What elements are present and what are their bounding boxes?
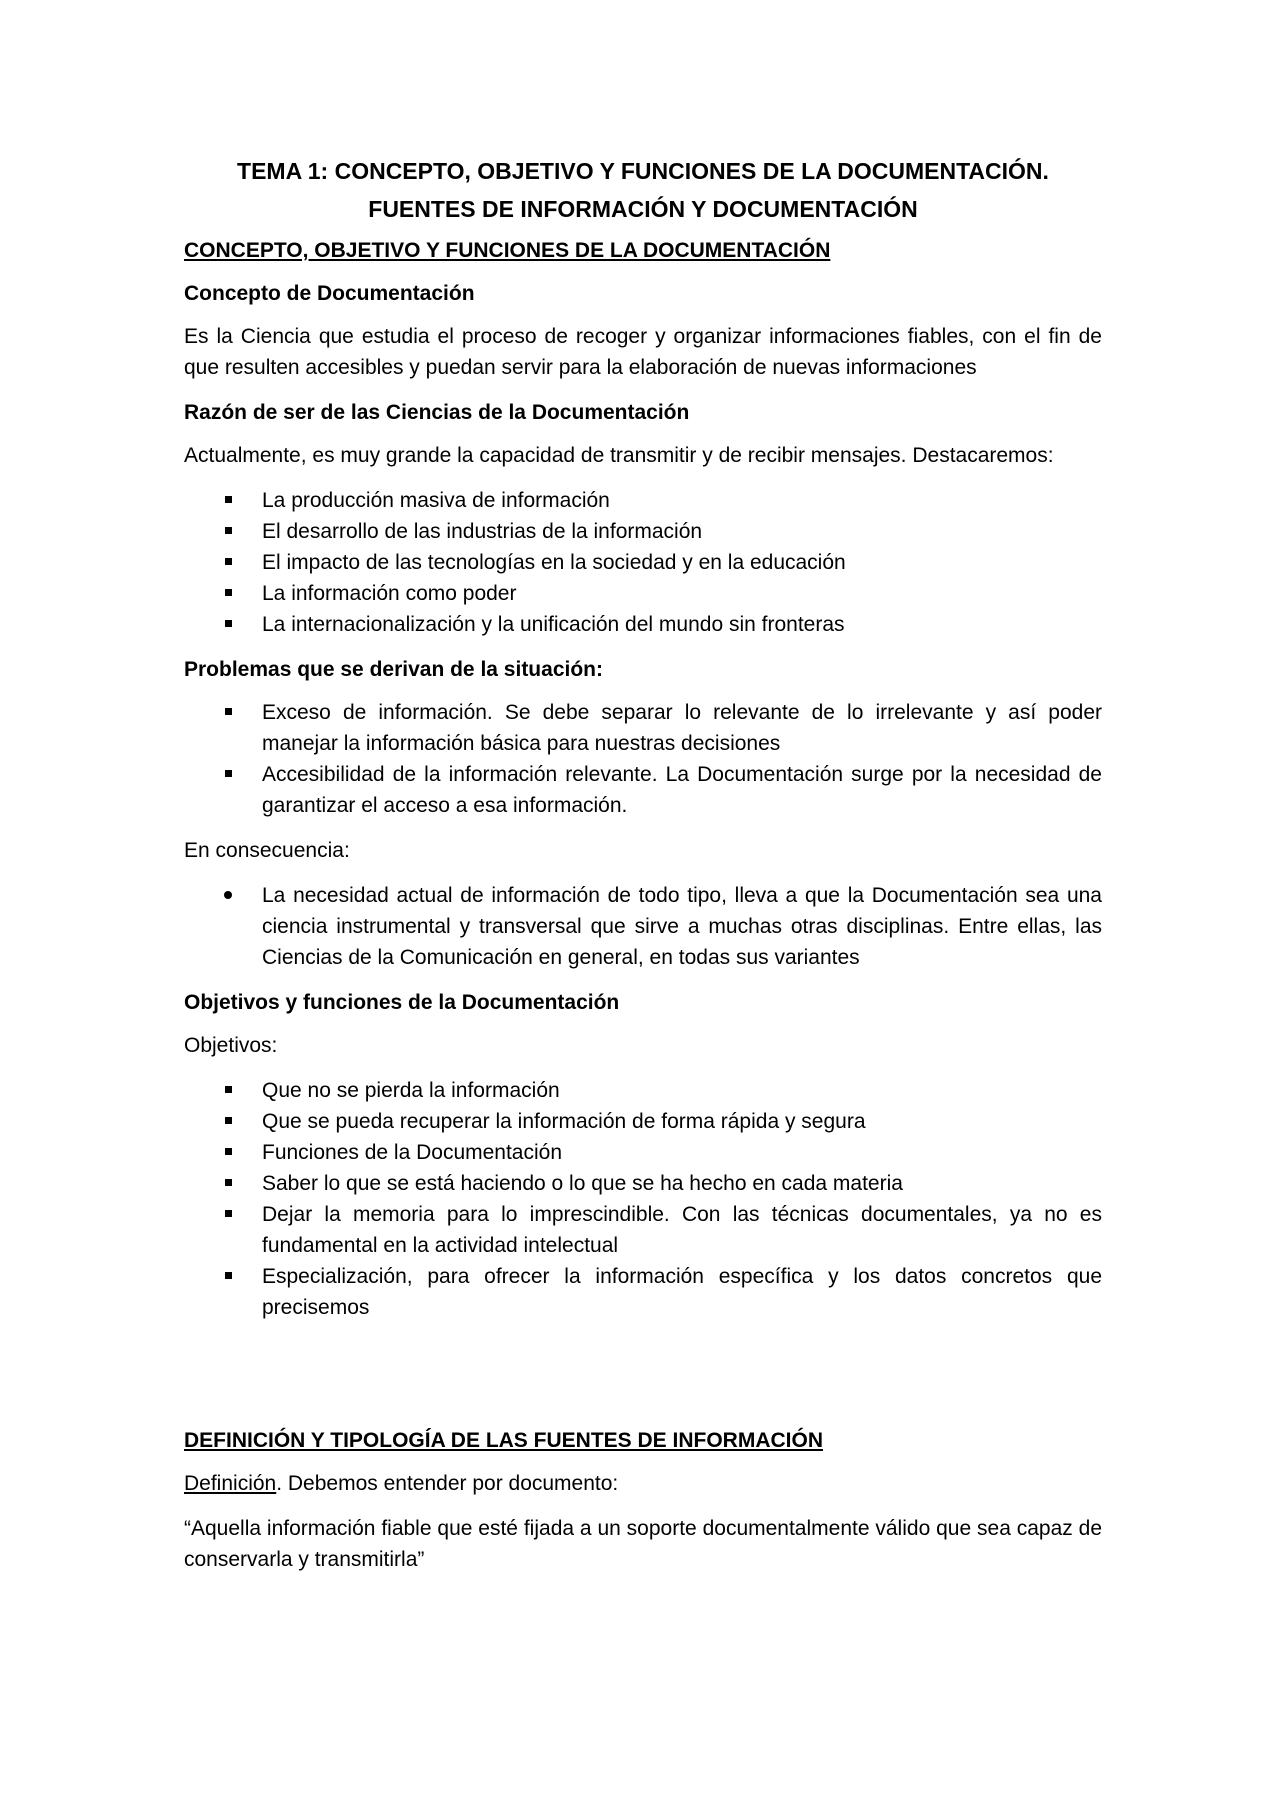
list-item (184, 759, 1102, 821)
objetivos-heading: Objetivos y funciones de la Documentación (184, 991, 620, 1014)
consecuencia-paragraph: En consecuencia: (184, 839, 350, 862)
consecuencia-list (184, 880, 1102, 973)
list-item (184, 547, 1102, 578)
round-bullet-icon (224, 891, 232, 899)
list-item-text: Especialización, para ofrecer la información específica y los datos concretos que precisemos (262, 1265, 1102, 1319)
square-bullet-icon (225, 708, 232, 715)
list-item (184, 1137, 1102, 1168)
square-bullet-icon (225, 1117, 232, 1124)
list-item-text: Exceso de información. Se debe separar lo relevante de lo irrelevante y así poder manejar la información básica para nuestras decisiones (262, 701, 1102, 755)
list-item (184, 1168, 1102, 1199)
square-bullet-icon (225, 1179, 232, 1186)
list-item (184, 578, 1102, 609)
definicion-paragraph (184, 1468, 1102, 1499)
square-bullet-icon (225, 558, 232, 565)
list-item-text: Que se pueda recuperar la información de forma rápida y segura (262, 1110, 866, 1133)
razon-heading: Razón de ser de las Ciencias de la Documentación (184, 401, 690, 424)
list-item-text: La necesidad actual de información de todo tipo, lleva a que la Documentación sea una ciencia instrumental y transversal que sirve a muchas otras disciplinas. Entre ellas, las Ciencias de la Comunicación en general, en todas sus variantes (262, 884, 1102, 969)
list-item (184, 516, 1102, 547)
list-item-text: El desarrollo de las industrias de la información (262, 520, 703, 543)
definicion-label: Definición (184, 1472, 277, 1495)
problemas-heading: Problemas que se derivan de la situación: (184, 658, 603, 681)
objetivos-list (184, 1075, 1102, 1323)
list-item-text: La producción masiva de información (262, 489, 610, 512)
definicion-text: . Debemos entender por documento: (276, 1472, 619, 1495)
concepto-heading: Concepto de Documentación (184, 282, 475, 305)
square-bullet-icon (225, 1086, 232, 1093)
list-item-text: La información como poder (262, 582, 517, 605)
title-line-2: FUENTES DE INFORMACIÓN Y DOCUMENTACIÓN (368, 196, 918, 222)
page-content (184, 152, 1102, 1589)
section-heading-definicion: DEFINICIÓN Y TIPOLOGÍA DE LAS FUENTES DE INFORMACIÓN (184, 1429, 823, 1452)
definicion-quote: “Aquella información fiable que esté fijada a un soporte documentalmente válido que sea capaz de conservarla y transmitirla” (184, 1517, 1102, 1571)
square-bullet-icon (225, 589, 232, 596)
square-bullet-icon (225, 620, 232, 627)
list-item-text: Saber lo que se está haciendo o lo que se ha hecho en cada materia (262, 1172, 903, 1195)
list-item (184, 485, 1102, 516)
list-item (184, 1075, 1102, 1106)
list-item-text: Dejar la memoria para lo imprescindible. Con las técnicas documentales, ya no es fundamental en la actividad intelectual (262, 1203, 1102, 1257)
square-bullet-icon (225, 496, 232, 503)
concepto-paragraph: Es la Ciencia que estudia el proceso de recoger y organizar informaciones fiables, con el fin de que resulten accesibles y puedan servir para la elaboración de nuevas informaciones (184, 325, 1102, 379)
section-heading-concepto: CONCEPTO, OBJETIVO Y FUNCIONES DE LA DOCUMENTACIÓN (184, 239, 831, 262)
list-item-text: Que no se pierda la información (262, 1079, 560, 1102)
objetivos-label: Objetivos: (184, 1034, 278, 1057)
list-item (184, 697, 1102, 759)
list-item (184, 609, 1102, 640)
square-bullet-icon (225, 1272, 232, 1279)
list-item (184, 1106, 1102, 1137)
problemas-list (184, 697, 1102, 821)
list-item (184, 1261, 1102, 1323)
square-bullet-icon (225, 1210, 232, 1217)
title-line-1: TEMA 1: CONCEPTO, OBJETIVO Y FUNCIONES DE LA DOCUMENTACIÓN. (237, 158, 1049, 184)
square-bullet-icon (225, 770, 232, 777)
list-item-text: El impacto de las tecnologías en la sociedad y en la educación (262, 551, 846, 574)
list-item-text: Funciones de la Documentación (262, 1141, 563, 1164)
list-item-text: Accesibilidad de la información relevante. La Documentación surge por la necesidad de garantizar el acceso a esa información. (262, 763, 1102, 817)
blank-space (184, 1337, 1102, 1425)
square-bullet-icon (225, 1148, 232, 1155)
razon-paragraph: Actualmente, es muy grande la capacidad de transmitir y de recibir mensajes. Destacaremos: (184, 444, 1054, 467)
list-item (184, 880, 1102, 973)
razon-list (184, 485, 1102, 640)
square-bullet-icon (225, 527, 232, 534)
document-title (184, 152, 1102, 228)
list-item-text: La internacionalización y la unificación del mundo sin fronteras (262, 613, 845, 636)
list-item (184, 1199, 1102, 1261)
